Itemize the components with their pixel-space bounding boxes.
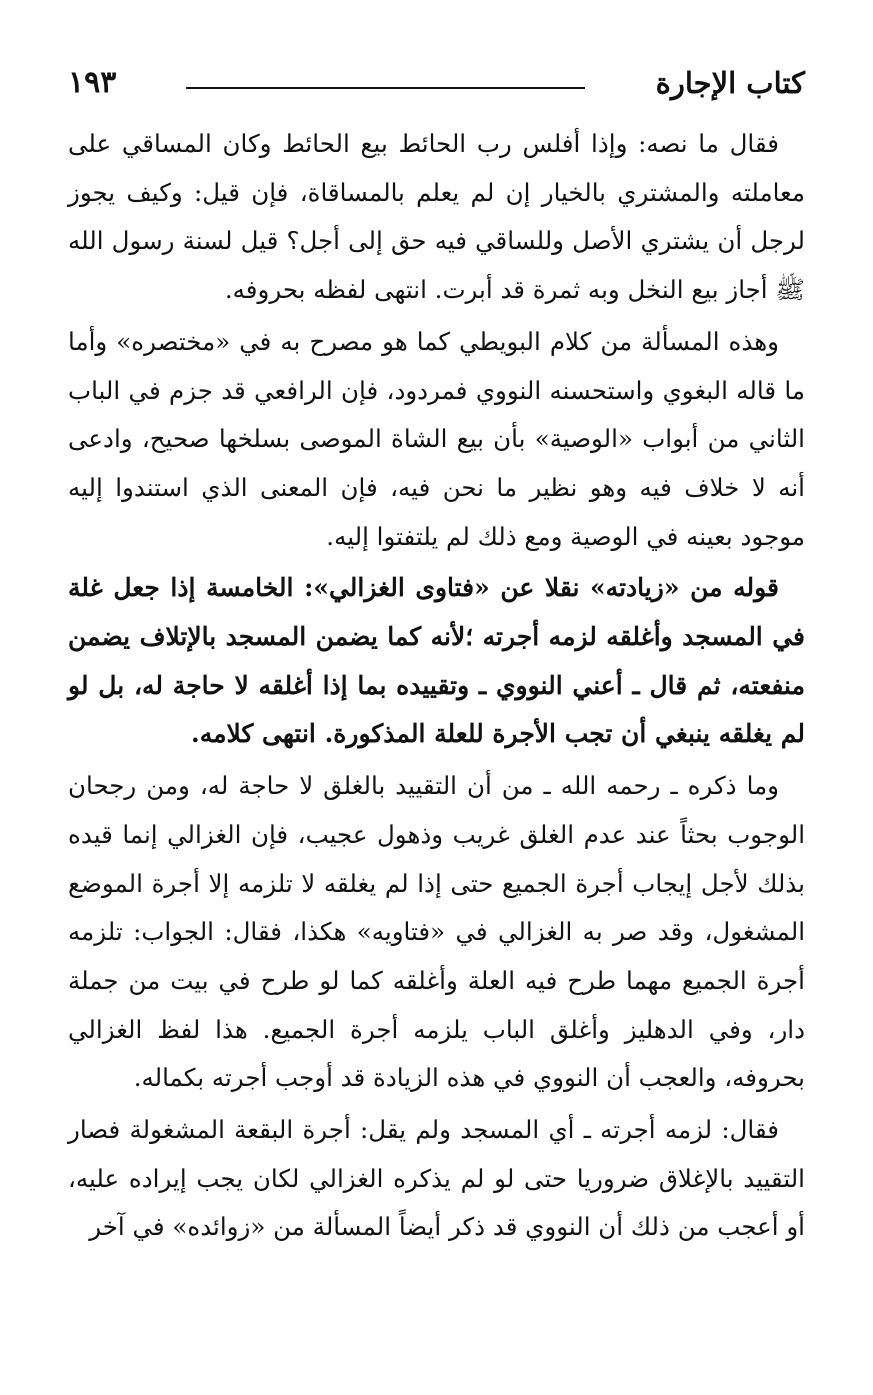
paragraph-1: فقال ما نصه: وإذا أفلس رب الحائط بيع الحائط وكان المساقي على معاملته والمشتري بالخيار إن لم يعلم بالمساقاة، فإن قيل: وكيف يجوز لرجل أن يشتري الأصل وللساقي فيه حق إلى أجل؟ قيل لسنة رسول الله ﷺ أجاز بيع النخل وبه ثمرة قد أبرت. انتهى لفظه بحروفه. — [68, 129, 805, 305]
running-head — [68, 60, 805, 110]
paragraph-2: وهذه المسألة من كلام البويطي كما هو مصرح به في «مختصره» وأما ما قاله البغوي واستحسنه النووي فمردود، فإن الرافعي قد جزم في الباب الثاني من أبواب «الوصية» بأن بيع الشاة الموصى بسلخها صحيح، وادعى أنه لا خلاف فيه وهو نظير ما نحن فيه، فإن المعنى الذي استندوا إليه موجود بعينه في الوصية ومع ذلك لم يلتفتوا إليه. — [68, 326, 805, 551]
book-title: كتاب الإجارة — [655, 66, 805, 100]
body-text — [68, 120, 805, 1252]
page-number: ١٩٣ — [68, 65, 117, 100]
paragraph-4: وما ذكره ـ رحمه الله ـ من أن التقييد بالغلق لا حاجة له، ومن رجحان الوجوب بحثاً عند عدم الغلق غريب وذهول عجيب، فإن الغزالي إنما قيده بذلك لأجل إيجاب أجرة الجميع حتى إذا لم يغلقه لا تلزمه إلا أجرة الموضع المشغول، وقد صر به الغزالي في «فتاويه» هكذا، فقال: الجواب: تلزمه أجرة الجميع مهما طرح فيه العلة وأغلقه كما لو طرح في بيت من جملة دار، وفي الدهليز وأغلق الباب يلزمه أجرة الجميع. هذا لفظ الغزالي بحروفه، والعجب أن النووي في هذه الزيادة قد أوجب أجرته بكماله. — [68, 771, 805, 1093]
paragraph-3-quoted-statement: قوله من «زيادته» نقلا عن «فتاوى الغزالي»: الخامسة إذا جعل غلة في المسجد وأغلقه لزمه أجرته ؛لأنه كما يضمن المسجد بالإتلاف يضمن منفعته، ثم قال ـ أعني النووي ـ وتقييده بما إذا أغلقه لا حاجة له، بل لو لم يغلقه ينبغي أن تجب الأجرة للعلة المذكورة. انتهى كلامه. — [68, 573, 805, 749]
paragraph-5: فقال: لزمه أجرته ـ أي المسجد ولم يقل: أجرة البقعة المشغولة فصار التقييد بالإغلاق ضروريا حتى لو لم يذكره الغزالي لكان يجب إيراده عليه، أو أعجب من ذلك أن النووي قد ذكر أيضاً المسألة من «زوائده» في آخر — [68, 1115, 805, 1242]
header-rule — [186, 87, 585, 89]
